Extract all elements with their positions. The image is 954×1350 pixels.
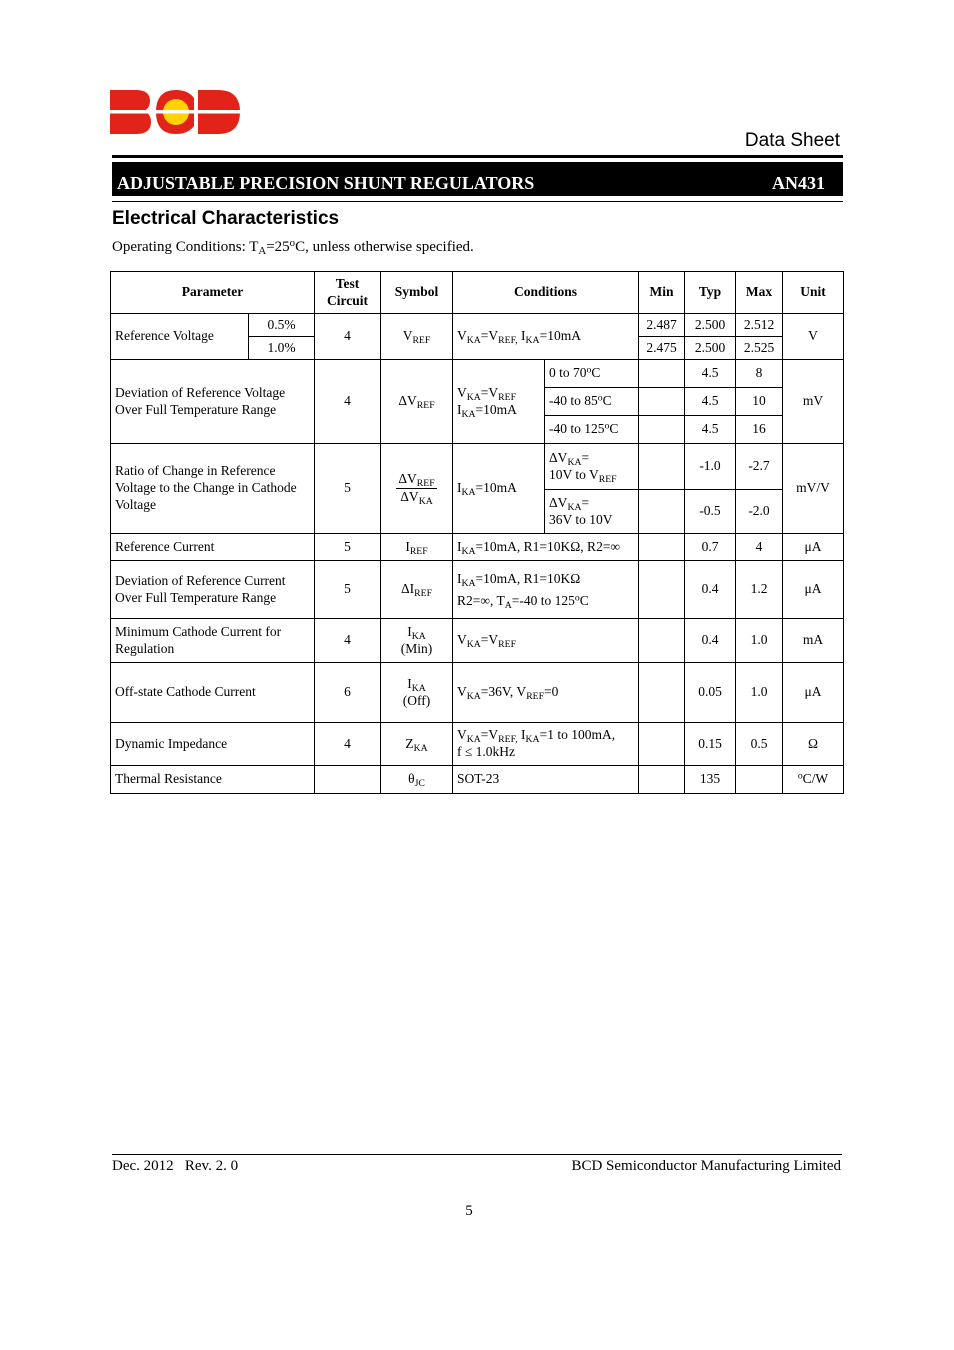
param-off-state-cathode-current: Off-state Cathode Current: [111, 663, 315, 723]
temp-range: -40 to 125$^o$C: [545, 416, 639, 444]
conditions: $V_{KA}=V_{REF,}$ $I_{KA}=1$ to 100mA, f ≤ 1.0kHz: [453, 723, 639, 766]
min-value: [639, 766, 685, 794]
param-deviation-current: Deviation of Reference Current Over Full Temperature Range: [111, 561, 315, 619]
min-value: [639, 561, 685, 619]
symbol: $V_{REF}$: [381, 314, 453, 360]
symbol: $I_{KA}$ (Min): [381, 619, 453, 663]
temp-range: 0 to 70$^o$C: [545, 360, 639, 388]
param-thermal-resistance: Thermal Resistance: [111, 766, 315, 794]
footer-date-revision: Dec. 2012 Rev. 2. 0: [112, 1158, 239, 1174]
test-circuit: 5: [315, 444, 381, 534]
max-value: 2.525: [736, 337, 783, 360]
param-reference-voltage: Reference Voltage: [111, 314, 249, 360]
page-number: 5: [465, 1203, 473, 1219]
tolerance-1-0: 1.0%: [249, 337, 315, 360]
conditions: $V_{KA}=36V$, $V_{REF}=0$: [453, 663, 639, 723]
conditions: $I_{KA}=10mA$, R1=10KΩ, R2=∞: [453, 534, 639, 561]
test-circuit: 4: [315, 360, 381, 444]
table-row: [111, 534, 844, 561]
param-ratio-of-change: Ratio of Change in Reference Voltage to the Change in Cathode Voltage: [111, 444, 315, 534]
unit: V: [783, 314, 844, 360]
table-row: [111, 663, 844, 723]
typ-value: 4.5: [685, 360, 736, 388]
min-value: [639, 723, 685, 766]
header-rule: [112, 155, 843, 158]
conditions: $I_{KA}=10mA$: [453, 444, 545, 534]
bcd-logo: [110, 88, 240, 136]
min-value: [639, 490, 685, 534]
header-symbol: Symbol: [381, 272, 453, 314]
cathode-voltage-change: $\Delta V_{KA}=$ 10V to $V_{REF}$: [545, 444, 639, 490]
symbol: $\theta_{JC}$: [381, 766, 453, 794]
tolerance-0-5: 0.5%: [249, 314, 315, 337]
max-value: 1.0: [736, 619, 783, 663]
symbol: $\frac{\Delta V_{REF}}{\Delta V_{KA}}$: [381, 444, 453, 534]
header-typ: Typ: [685, 272, 736, 314]
conditions: $V_{KA}=V_{REF,}$ $I_{KA}=10mA$: [453, 314, 639, 360]
header-conditions: Conditions: [453, 272, 639, 314]
min-value: [639, 619, 685, 663]
test-circuit: 6: [315, 663, 381, 723]
temp-range: -40 to 85$^o$C: [545, 388, 639, 416]
min-value: 2.475: [639, 337, 685, 360]
typ-value: 0.05: [685, 663, 736, 723]
typ-value: 0.4: [685, 561, 736, 619]
param-deviation-voltage: Deviation of Reference Voltage Over Full Temperature Range: [111, 360, 315, 444]
test-circuit: 4: [315, 314, 381, 360]
min-value: [639, 444, 685, 490]
typ-value: 4.5: [685, 416, 736, 444]
cathode-voltage-change: $\Delta V_{KA}=$ 36V to 10V: [545, 490, 639, 534]
unit: mA: [783, 619, 844, 663]
document-title: ADJUSTABLE PRECISION SHUNT REGULATORS: [117, 173, 535, 193]
min-value: [639, 388, 685, 416]
typ-value: -0.5: [685, 490, 736, 534]
param-reference-current: Reference Current: [111, 534, 315, 561]
unit: Ω: [783, 723, 844, 766]
table-row: [111, 444, 844, 490]
symbol: $\Delta I_{REF}$: [381, 561, 453, 619]
max-value: 4: [736, 534, 783, 561]
max-value: 2.512: [736, 314, 783, 337]
test-circuit: 4: [315, 723, 381, 766]
typ-value: -1.0: [685, 444, 736, 490]
symbol: $\Delta V_{REF}$: [381, 360, 453, 444]
table-row: [111, 723, 844, 766]
min-value: [639, 360, 685, 388]
electrical-characteristics-table: [110, 271, 844, 794]
title-underline: [112, 201, 843, 202]
conditions: $V_{KA}=V_{REF}$ $I_{KA}=10mA$: [453, 360, 545, 444]
footer-company: BCD Semiconductor Manufacturing Limited: [571, 1158, 841, 1174]
min-value: 2.487: [639, 314, 685, 337]
header-min: Min: [639, 272, 685, 314]
typ-value: 4.5: [685, 388, 736, 416]
param-minimum-cathode-current: Minimum Cathode Current for Regulation: [111, 619, 315, 663]
table-row: [111, 766, 844, 794]
test-circuit: [315, 766, 381, 794]
symbol: $Z_{KA}$: [381, 723, 453, 766]
max-value: -2.0: [736, 490, 783, 534]
max-value: 1.0: [736, 663, 783, 723]
table-row: [111, 314, 844, 337]
unit: μA: [783, 561, 844, 619]
title-bar: [112, 162, 843, 196]
footer-rule: [112, 1154, 842, 1155]
max-value: [736, 766, 783, 794]
table-header-row: [111, 272, 844, 314]
min-value: [639, 663, 685, 723]
header-test-circuit: Test Circuit: [315, 272, 381, 314]
doc-type-label: Data Sheet: [744, 130, 840, 151]
max-value: 1.2: [736, 561, 783, 619]
typ-value: 0.7: [685, 534, 736, 561]
part-number: AN431: [772, 173, 825, 193]
header-parameter: Parameter: [111, 272, 315, 314]
typ-value: 0.15: [685, 723, 736, 766]
unit: $^o$C/W: [783, 766, 844, 794]
test-circuit: 5: [315, 534, 381, 561]
operating-conditions: Operating Conditions: $T_A=25^oC$, unless otherwise specified.: [112, 237, 474, 258]
typ-value: 0.4: [685, 619, 736, 663]
table-row: [111, 360, 844, 388]
header-unit: Unit: [783, 272, 844, 314]
max-value: -2.7: [736, 444, 783, 490]
test-circuit: 5: [315, 561, 381, 619]
max-value: 8: [736, 360, 783, 388]
unit: μA: [783, 663, 844, 723]
max-value: 10: [736, 388, 783, 416]
min-value: [639, 416, 685, 444]
max-value: 0.5: [736, 723, 783, 766]
symbol: $I_{KA}$ (Off): [381, 663, 453, 723]
typ-value: 135: [685, 766, 736, 794]
unit: μA: [783, 534, 844, 561]
section-title: Electrical Characteristics: [112, 208, 340, 229]
max-value: 16: [736, 416, 783, 444]
test-circuit: 4: [315, 619, 381, 663]
unit: mV/V: [783, 444, 844, 534]
symbol: $I_{REF}$: [381, 534, 453, 561]
conditions: SOT-23: [453, 766, 639, 794]
typ-value: 2.500: [685, 337, 736, 360]
conditions: $V_{KA}=V_{REF}$: [453, 619, 639, 663]
table-row: [111, 561, 844, 619]
param-dynamic-impedance: Dynamic Impedance: [111, 723, 315, 766]
min-value: [639, 534, 685, 561]
table-row: [111, 619, 844, 663]
conditions: $I_{KA}=10mA$, R1=10KΩ R2=∞, $T_A=-40$ to 125$^o$C: [453, 561, 639, 619]
unit: mV: [783, 360, 844, 444]
typ-value: 2.500: [685, 314, 736, 337]
header-max: Max: [736, 272, 783, 314]
